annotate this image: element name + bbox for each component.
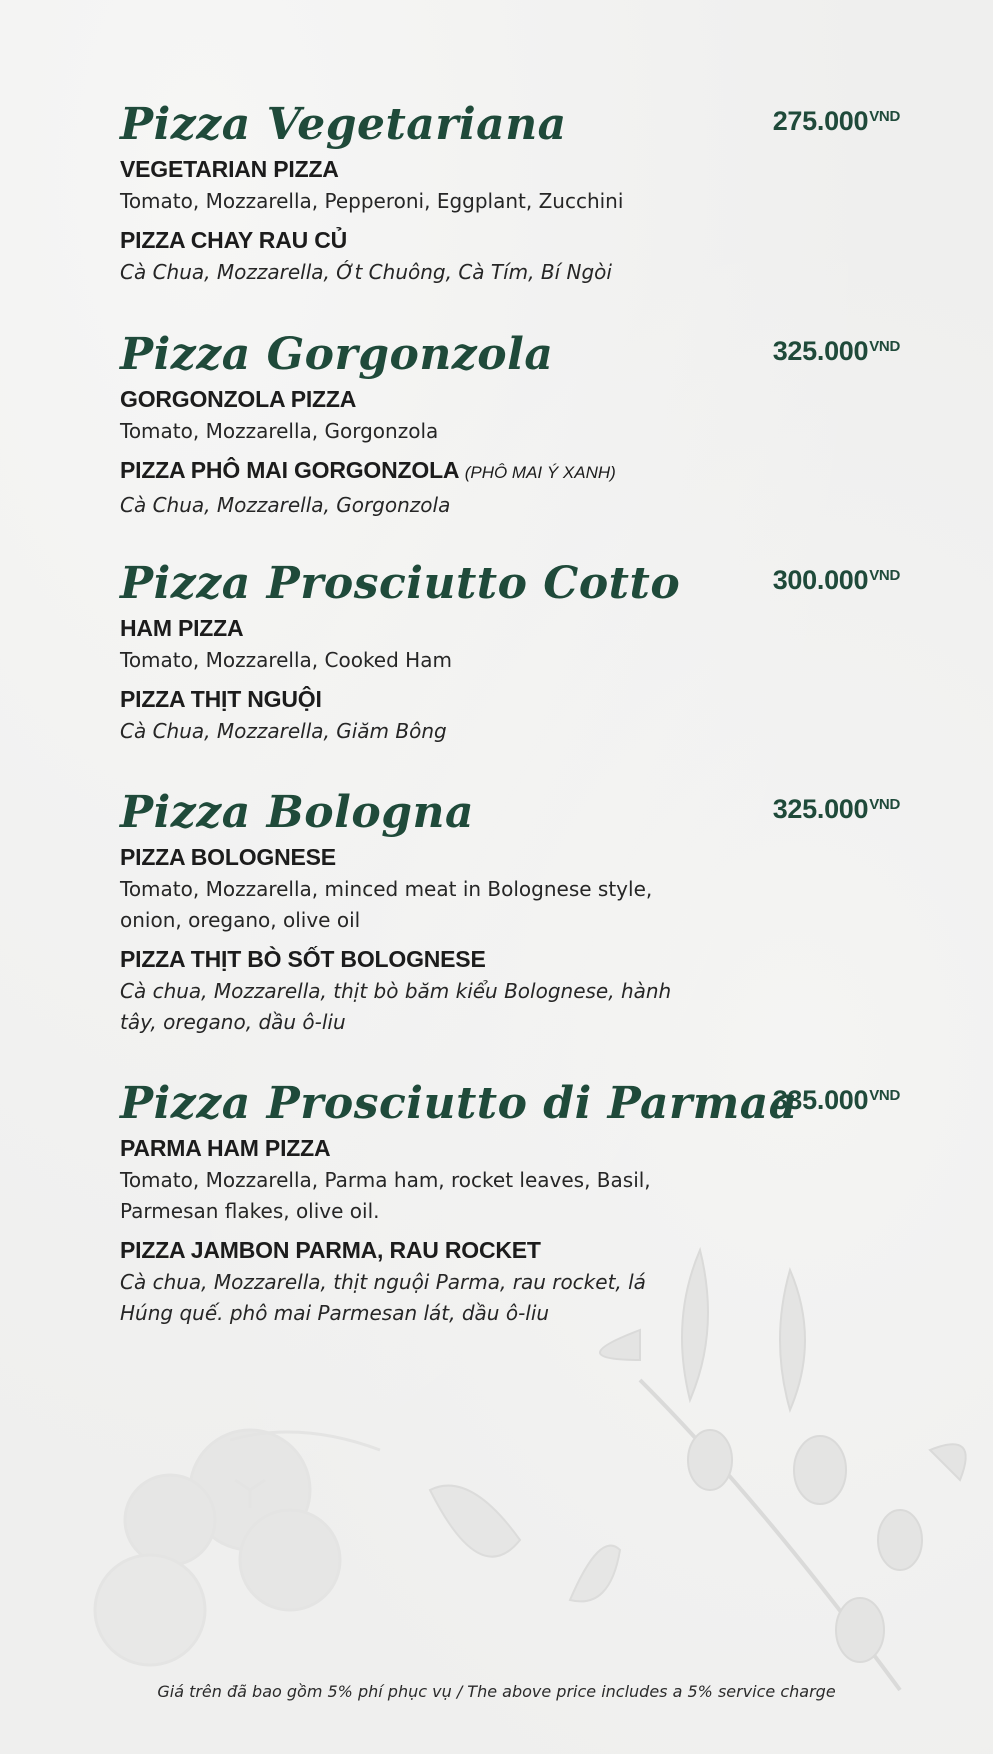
item-english-description: Tomato, Mozzarella, minced meat in Bolognese style, onion, oregano, olive oil (120, 877, 653, 932)
vn-title-text: PIZZA JAMBON PARMA, RAU ROCKET (120, 1237, 541, 1263)
item-english-title: PIZZA BOLOGNESE (120, 844, 336, 870)
price-value: 275.000 (772, 106, 869, 136)
item-vietnamese-title (120, 944, 900, 974)
menu-item-vegetariana (120, 96, 900, 288)
item-vietnamese-description: Cà Chua, Mozzarella, Ớt Chuông, Cà Tím, Bí Ngòi (120, 260, 612, 284)
item-script-name: Pizza Vegetariana (120, 99, 567, 150)
menu-item-gorgonzola (120, 326, 900, 521)
item-script-name: Pizza Prosciutto Cotto (120, 558, 681, 609)
price-value: 300.000 (772, 565, 869, 595)
leaf-illustration (430, 1486, 620, 1602)
item-script-name: Pizza Gorgonzola (120, 329, 554, 380)
service-charge-note: Giá trên đã bao gồm 5% phí phục vụ / The above price includes a 5% service charge (157, 1682, 836, 1701)
item-script-name: Pizza Prosciutto di Parmaa (120, 1078, 798, 1129)
price-value: 325.000 (772, 336, 869, 366)
item-price (773, 565, 900, 596)
item-price (773, 1085, 900, 1116)
item-vietnamese-title (120, 455, 900, 488)
item-english-description: Tomato, Mozzarella, Parma ham, rocket leaves, Basil, Parmesan flakes, olive oil. (120, 1168, 651, 1223)
item-english-description: Tomato, Mozzarella, Gorgonzola (120, 419, 439, 443)
price-value: 335.000 (772, 1085, 869, 1115)
item-english-description: Tomato, Mozzarella, Cooked Ham (120, 648, 452, 672)
item-vietnamese-title (120, 225, 900, 255)
item-price (773, 794, 900, 825)
price-currency: VND (869, 1087, 900, 1104)
price-currency: VND (869, 108, 900, 125)
menu-item-prosciutto-di-parma (120, 1075, 900, 1329)
vn-title-text: PIZZA THỊT NGUỘI (120, 686, 322, 712)
tomato-branch-illustration (95, 1430, 380, 1665)
price-value: 325.000 (772, 794, 869, 824)
item-english-description: Tomato, Mozzarella, Pepperoni, Eggplant, Zucchini (120, 189, 624, 213)
item-vietnamese-description: Cà Chua, Mozzarella, Gorgonzola (120, 493, 451, 517)
price-currency: VND (869, 567, 900, 584)
vn-title-note: (PHÔ MAI Ý XANH) (464, 463, 616, 482)
price-currency: VND (869, 338, 900, 355)
item-vietnamese-title (120, 1235, 900, 1265)
item-vietnamese-description: Cà chua, Mozzarella, thịt nguội Parma, rau rocket, lá Húng quế. phô mai Parmesan lát, dầu ô-liu (120, 1270, 646, 1325)
item-english-title: PARMA HAM PIZZA (120, 1135, 331, 1161)
item-script-name: Pizza Bologna (120, 787, 474, 838)
price-currency: VND (869, 796, 900, 813)
vn-title-text: PIZZA CHAY RAU CỦ (120, 227, 348, 253)
vn-title-text: PIZZA PHÔ MAI GORGONZOLA (120, 457, 459, 483)
item-price (773, 106, 900, 137)
vn-title-text: PIZZA THỊT BÒ SỐT BOLOGNESE (120, 946, 486, 972)
item-english-title: VEGETARIAN PIZZA (120, 156, 339, 182)
item-price (773, 336, 900, 367)
menu-item-bologna (120, 784, 900, 1038)
item-english-title: HAM PIZZA (120, 615, 244, 641)
item-english-title: GORGONZOLA PIZZA (120, 386, 357, 412)
item-vietnamese-title (120, 684, 900, 714)
item-vietnamese-description: Cà chua, Mozzarella, thịt bò băm kiểu Bolognese, hành tây, oregano, dầu ô-liu (120, 979, 672, 1034)
item-vietnamese-description: Cà Chua, Mozzarella, Giăm Bông (120, 719, 447, 743)
menu-item-prosciutto-cotto (120, 555, 900, 747)
